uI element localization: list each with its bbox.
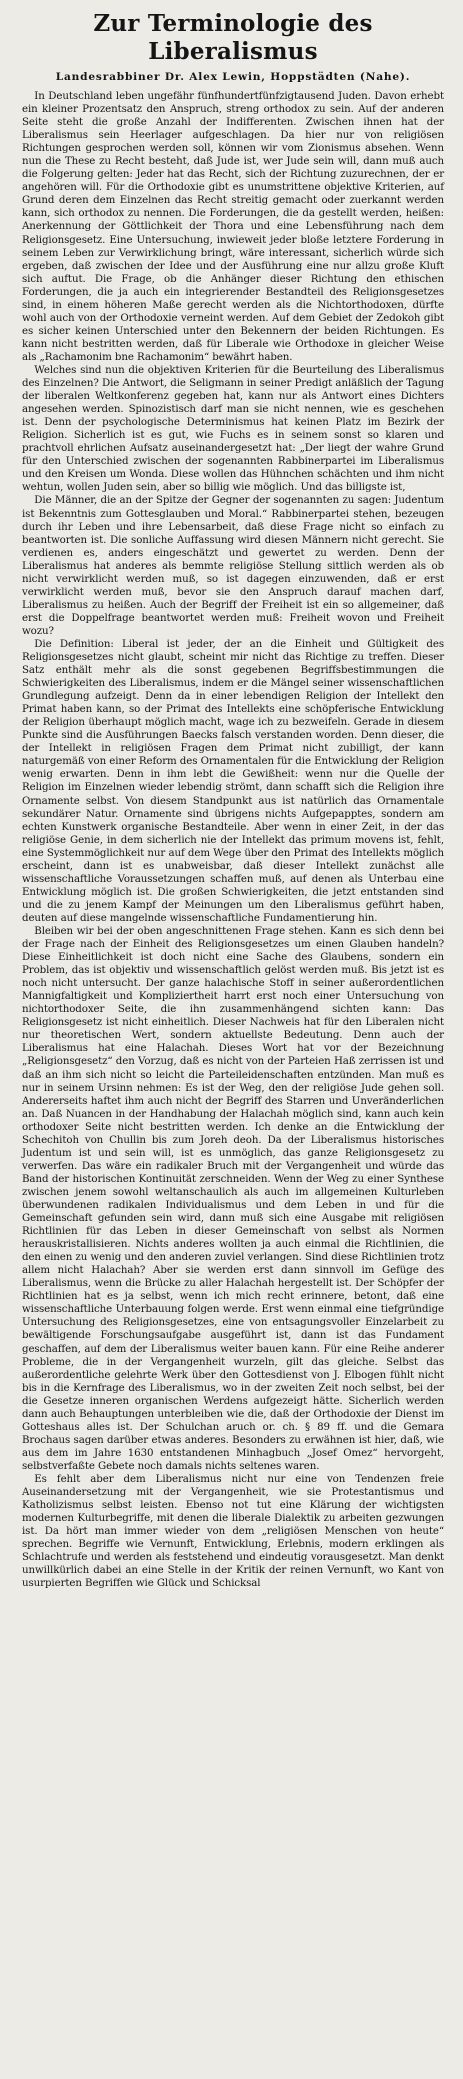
article-paragraph: In Deutschland leben ungefähr fünfhundertfünfzigtausend Juden. Davon erhebt ein kleiner Prozentsatz den Anspruch, streng orthodox zu sein. Auf der anderen Seite steht die große Anzahl der Indifferenten. Zwischen ihnen hat der Liberalismus sein Heerlager aufgeschlagen. Da hier nur von religiösen Richtungen gesprochen werden soll, können wir vom Zionismus absehen. Wenn nun die These zu Recht besteht, daß Jude ist, wer Jude sein will, dann muß auch die Folgerung gelten: Jeder hat das Recht, sich der Richtung zuzurechnen, der er angehören will. Für die Orthodoxie gibt es unumstrittene objektive Kriterien, auf Grund deren dem Einzelnen das Recht streitig gemacht oder zuerkannt werden kann, sich orthodox zu nennen. Die Forderungen, die da gestellt werden, heißen: Anerkennung der Göttlichkeit der Thora und eine Lebensführung nach dem Religionsgesetz. Eine Untersuchung, inwieweit jeder bloße letztere Forderung in seinem Leben zur Verwirklichung bringt, wäre interessant, sicherlich würde sich ergeben, daß zwischen der Idee und der Ausführung eine nur allzu große Kluft sich auftut. Die Frage, ob die Anhänger dieser Richtung den ethischen Forderungen, die ja auch ein integrierender Bestandteil des Religionsgesetzes sind, in einem höheren Maße gerecht werden als die Nichtorthodoxen, dürfte wohl auch von der Orthodoxie verneint werden. Auf dem Gebiet der Zedokoh gibt es sicher keinen Unterschied unter den Bekennern der beiden Richtungen. Es kann nicht bestritten werden, daß für Liberale wie Orthodoxe in gleicher Weise als „Rachamonim bne Rachamonim“ bewährt haben. — [22, 90, 444, 363]
article-title: Zur Terminologie des Liberalismus — [93, 10, 373, 65]
article-paragraph: Die Männer, die an der Spitze der Gegner der sogenannten zu sagen: Judentum ist Bekenntnis zum Gottesglauben und Moral.“ Rabbinerpartei stehen, bezeugen durch ihr Leben und ihre Lebensarbeit, daß diese Frage nicht so einfach zu beantworten ist. Die sonliche Auffassung wird diesen Männern nicht gerecht. Sie verdienen es, anders eingeschätzt und gewertet zu werden. Denn der Liberalismus hat anderes als bemmte religiöse Stellung sittlich werden als ob nicht verwirklicht werden muß, so ist dagegen einzuwenden, daß er erst verwirklicht werden muß, bevor sie den Anspruch darauf machen darf, Liberalismus zu heißen. Auch der Begriff der Freiheit ist ein so allgemeiner, daß erst die Doppelfrage beantwortet werden muß: Freiheit wovon und Freiheit wozu? — [22, 494, 444, 637]
article-byline: Landesrabbiner Dr. Alex Lewin, Hoppstädten (Nahe). — [55, 71, 411, 83]
article-paragraph: Bleiben wir bei der oben angeschnittenen Frage stehen. Kann es sich denn bei der Frage nach der Einheit des Religionsgesetzes um einen Glauben handeln? Diese Einheitlichkeit ist doch nicht eine Sache des Glaubens, sondern ein Problem, das ist objektiv und wissenschaftlich gelöst werden muß. Bis jetzt ist es noch nicht untersucht. Der ganze halachische Stoff in seiner außerordentlichen Mannigfaltigkeit und Kompliziertheit harrt erst noch einer Untersuchung von nichtorthodoxer Seite, die ihn zusammenhängend sichten kann: Das Religionsgesetz ist nicht einheitlich. Dieser Nachweis hat für den Liberalen nicht nur theoretischen Wert, sondern aktuellste Bedeutung. Denn auch der Liberalismus hat eine Halachah. Dieses Wort hat vor der Bezeichnung „Religionsgesetz“ den Vorzug, daß es nicht von der Parteien Haß zerrissen ist und daß an ihm sich nicht so leicht die Parteileidenschaften entzünden. Man muß es nur in seinem Ursinn nehmen: Es ist der Weg, den der religiöse Jude gehen soll. Andererseits haftet ihm auch nicht der Begriff des Starren und Unveränderlichen an. Daß Nuancen in der Handhabung der Halachah möglich sind, kann auch kein orthodoxer Seite nicht bestritten werden. Ich denke an die Entwicklung der Schechitoh von Chullin bis zum Joreh deoh. Da der Liberalismus historisches Judentum ist und sein will, ist es unmöglich, das ganze Religionsgesetz zu verwerfen. Das wäre ein radikaler Bruch mit der Vergangenheit und würde das Band der historischen Kontinuität zerschneiden. Wenn der Weg zu einer Synthese zwischen jenem sowohl weltanschaulich als auch im allgemeinen Kulturleben überwundenen radikalen Individualismus und dem Leben in und für die Gemeinschaft gefunden sein wird, dann muß sich eine Ausgabe mit religiösen Richtlinien für das Leben in dieser Gemeinschaft von selbst als Normen herauskristallisieren. Nichts anderes wollten ja auch einmal die Richtlinien, die den einen zu wenig und den anderen zuviel verlangen. Sind diese Richtlinien trotz allem nicht Halachah? Aber sie werden erst dann sinnvoll im Gefüge des Liberalismus, wenn die Brücke zu aller Halachah hergestellt ist. Der Schöpfer der Richtlinien hat es ja selbst, wenn ich mich recht erinnere, betont, daß eine wissenschaftliche Unterbauung folgen werde. Erst wenn einmal eine tiefgründige Untersuchung des Religionsgesetzes, eine von entsagungsvoller Einzelarbeit zu bewältigende Forschungsaufgabe ausgeführt ist, dann ist das Fundament geschaffen, auf dem der Liberalismus weiter bauen kann. Für eine Reihe anderer Probleme, die in der Vergangenheit wurzeln, gilt das gleiche. Selbst das außerordentliche gelehrte Werk über den Gottesdienst von J. Elbogen fühlt nicht bis in die Kernfrage des Liberalismus, wo in der zweiten Zeit noch selbst, bei der die Gesetze inneren organischen Werdens aufgezeigt hätte. Sicherlich werden dann auch Behauptungen unterbleiben wie die, daß der Orthodoxie der Dienst im Gotteshaus alles ist. Der Schulchan aruch or. ch. § 89 ff. und die Gemara Brochaus sagen darüber etwas anderes. Besonders zu erwähnen ist hier, daß, wie aus dem im Jahre 1630 entstandenen Minhagbuch „Josef Omez“ hervorgeht, selbstverfaßte Gebete noch damals nichts seltenes waren. — [22, 925, 444, 1472]
article-paragraph: Es fehlt aber dem Liberalismus nicht nur eine von Tendenzen freie Auseinandersetzung mit der Vergangenheit, wie sie Protestantismus und Katholizismus selbst leisten. Ebenso not tut eine Klärung der wichtigsten modernen Kulturbegriffe, mit denen die liberale Dialektik zu arbeiten gezwungen ist. Da hört man immer wieder von dem „religiösen Menschen von heute“ sprechen. Begriffe wie Vernunft, Entwicklung, Erlebnis, modern erklingen als Schlachtrufe und werden als feststehend und eindeutig vorausgesetzt. Man denkt unwillkürlich dabei an eine Stelle in der Kritik der reinen Vernunft, wo Kant von usurpierten Begriffen wie Glück und Schicksal — [22, 1472, 444, 1590]
article-paragraph: Welches sind nun die objektiven Kriterien für die Beurteilung des Liberalismus des Einzelnen? Die Antwort, die Seligmann in seiner Predigt anläßlich der Tagung der liberalen Weltkonferenz gegeben hat, kann nur als Antwort eines Dichters angesehen werden. Spinozistisch darf man sie nicht nennen, wie es geschehen ist. Denn der psychologische Determinismus hat keinen Platz im Bezirk der Religion. Sicherlich ist es gut, wie Fuchs es in seinem sonst so klaren und prachtvoll ehrlichen Aufsatz auseinandergesetzt hat: „Der liegt der wahre Grund für den Unterschied zwischen der sogenannten Rabbinerpartei im Liberalismus und den Kreisen um Wonda. Diese wollen das Hühnchen schächten und ihm nicht wehtun, wollen Juden sein, aber so billig wie möglich. Und das billigste ist, — [22, 363, 444, 494]
article-paragraph: Die Definition: Liberal ist jeder, der an die Einheit und Gültigkeit des Religionsgesetzes nicht glaubt, scheint mir nicht das Richtige zu treffen. Dieser Satz enthält mehr als die sonst gegebenen Begriffsbestimmungen die Schwierigkeiten des Liberalismus, indem er die Mängel seiner wissenschaftlichen Grundlegung aufzeigt. Denn da in einer lebendigen Religion der Intellekt den Primat haben kann, so der Primat des Intellekts eine schöpferische Entwicklung der Religion überhaupt möglich macht, wage ich zu bezweifeln. Gerade in diesem Punkte sind die Ausführungen Baecks falsch verstanden worden. Denn dieser, die der Intellekt in religiösen Fragen dem Primat nicht zubilligt, der kann naturgemäß von einer Reform des Ornamentalen für die Entwicklung der Religion wenig erwarten. Denn in ihm lebt die Gewißheit: wenn nur die Quelle der Religion im Einzelnen wieder lebendig strömt, dann schafft sich die Religion ihre Ornamente selbst. Von diesem Standpunkt aus ist natürlich das Ornamentale sekundärer Natur. Ornamente sind übrigens nichts Aufgepapptes, sondern am echten Kunstwerk organische Bestandteile. Aber wenn in einer Zeit, in der das religiöse Genie, in dem sicherlich nie der Intellekt das primum movens ist, fehlt, eine Systemmöglichkeit nur auf dem Wege über den Primat des Intellekts möglich erscheint, dann ist es unabweisbar, daß dieser Intellekt zunächst alle wissenschaftliche Voraussetzungen schaffen muß, auf denen als Unterbau eine Entwicklung möglich ist. Die großen Schwierigkeiten, die jetzt entstanden sind und die zu jenem Kampf der Meinungen um den Liberalismus geführt haben, deuten auf diese mangelnde wissenschaftliche Fundamentierung hin. — [22, 637, 444, 924]
article-body — [22, 90, 444, 1590]
